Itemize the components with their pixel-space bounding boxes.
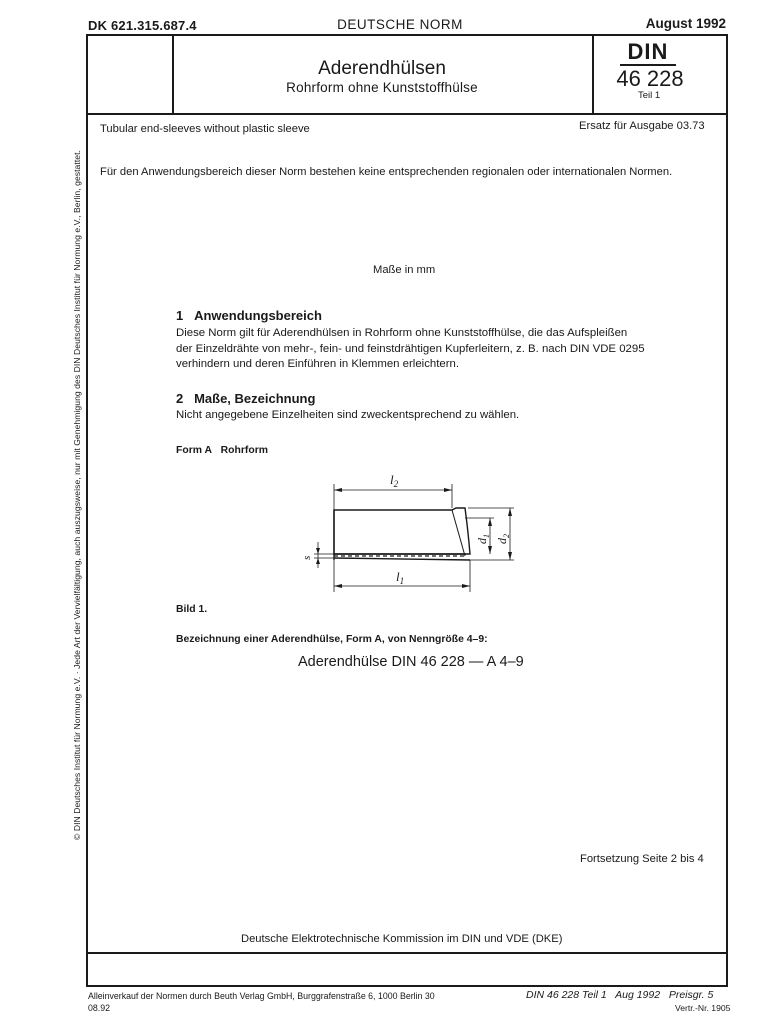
- footer-doc-reference: DIN 46 228 Teil 1 Aug 1992 Preisgr. 5: [526, 989, 714, 1001]
- section-1-title: Anwendungsbereich: [194, 308, 322, 323]
- section-2-body: Nicht angegebene Einzelheiten sind zweckentsprechend zu wählen.: [176, 409, 520, 421]
- section-1-heading: [176, 308, 322, 323]
- figure-1: [300, 468, 540, 598]
- label-l2-main: l: [390, 472, 394, 487]
- title-box-divider-right: [592, 34, 594, 114]
- form-letter: Form A: [176, 445, 212, 456]
- label-d2-sub: 2: [502, 534, 511, 538]
- frame-bottom-rule: [86, 985, 728, 987]
- issue-date: August 1992: [645, 16, 726, 31]
- l1-arrow-left: [334, 584, 342, 588]
- s-arrow-bottom: [316, 558, 320, 564]
- l1-arrow-right: [462, 584, 470, 588]
- label-d1: [475, 534, 491, 544]
- section-1-body: [176, 326, 645, 373]
- label-s: s: [301, 555, 313, 560]
- l2-arrow-left: [334, 488, 342, 492]
- replacement-note: Ersatz für Ausgabe 03.73: [579, 120, 705, 132]
- footer-vertr-number: Vertr.-Nr. 1905: [675, 1003, 731, 1013]
- label-d2-main: d: [495, 538, 509, 544]
- label-l2: [390, 472, 399, 489]
- norm-label: DEUTSCHE NORM: [337, 17, 463, 32]
- l2-arrow-right: [444, 488, 452, 492]
- section-2-title: Maße, Bezeichnung: [194, 391, 316, 406]
- frame-top-rule: [86, 34, 728, 36]
- figure-caption: Bild 1.: [176, 604, 208, 615]
- d2-arrow-bottom: [508, 552, 512, 560]
- footer-publisher: Alleinverkauf der Normen durch Beuth Verlag GmbH, Burggrafenstraße 6, 1000 Berlin 30: [88, 991, 435, 1001]
- din-part: Teil 1: [638, 90, 661, 101]
- document-subtitle: Rohrform ohne Kunststoffhülse: [286, 80, 478, 95]
- label-d2: [495, 534, 511, 544]
- label-d1-main: d: [475, 538, 489, 544]
- label-l1-sub: 1: [399, 576, 405, 586]
- frame-right-rule: [726, 34, 728, 986]
- label-l2-sub: 2: [393, 479, 399, 489]
- tube-wall-inner: [334, 558, 470, 560]
- designation-example: Aderendhülse DIN 46 228 — A 4–9: [298, 654, 524, 670]
- s-arrow-top: [316, 548, 320, 554]
- dk-number: DK 621.315.687.4: [88, 18, 197, 33]
- units-note: Maße in mm: [373, 264, 436, 276]
- section-1-line: Diese Norm gilt für Aderendhülsen in Rohrform ohne Kunststoffhülse, die das Aufspleißen: [176, 327, 628, 339]
- label-d1-sub: 1: [482, 534, 491, 538]
- designation-heading: Bezeichnung einer Aderendhülse, Form A, von Nenngröße 4–9:: [176, 634, 488, 645]
- section-1-line: verhindern und deren Einführen in Klemmen erleichtern.: [176, 358, 460, 370]
- footer-publisher-block: [88, 990, 435, 1014]
- label-l1-main: l: [396, 569, 400, 584]
- section-1-number: 1: [176, 308, 184, 323]
- footer-code: 08.92: [88, 1003, 111, 1013]
- d2-arrow-top: [508, 508, 512, 516]
- english-title: Tubular end-sleeves without plastic sleeve: [100, 123, 310, 135]
- committee-line: Deutsche Elektrotechnische Kommission im DIN und VDE (DKE): [241, 933, 563, 945]
- din-logo: DIN: [620, 40, 676, 66]
- section-2-number: 2: [176, 391, 184, 406]
- continuation-note: Fortsetzung Seite 2 bis 4: [580, 853, 704, 865]
- side-copyright-notice: © DIN Deutsches Institut für Normung e.V. · Jede Art der Vervielfältigung, auch auszugsweise, nur mit Genehmigung des DIN Deutsches Institut für Normung e.V., Berlin, gestattet.: [72, 150, 82, 840]
- din-number: 46 228: [616, 66, 684, 91]
- tube-outline: [334, 508, 470, 554]
- flare-edge: [452, 510, 465, 556]
- frame-left-rule: [86, 34, 88, 986]
- d1-arrow-top: [488, 518, 492, 526]
- section-1-line: der Einzeldrähte von mehr-, fein- und feinstdrähtigen Kupferleitern, z. B. nach DIN VDE 0295: [176, 342, 645, 355]
- title-box-bottom-rule: [86, 113, 728, 115]
- intro-text: Für den Anwendungsbereich dieser Norm bestehen keine entsprechenden regionalen oder internationalen Normen.: [100, 166, 673, 178]
- label-l1: [396, 569, 404, 586]
- document-title: Aderendhülsen: [318, 58, 446, 79]
- section-2-heading: [176, 391, 315, 406]
- form-label: [176, 445, 268, 456]
- footer-box-top-rule: [86, 952, 728, 954]
- form-name: Rohrform: [220, 445, 268, 456]
- d1-arrow-bottom: [488, 546, 492, 554]
